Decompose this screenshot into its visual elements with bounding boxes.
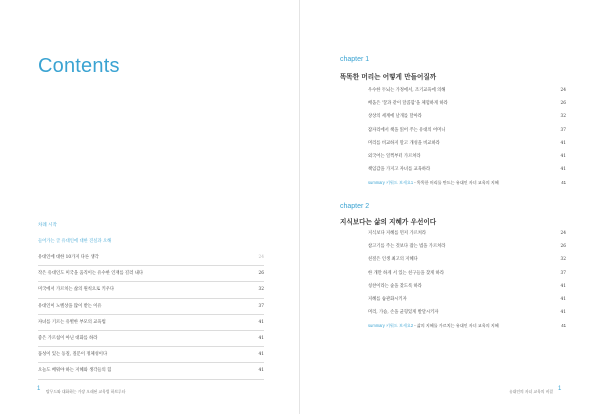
toc-entry[interactable] — [368, 150, 566, 163]
toc-entry-text: 품성이 있는 동질, 질문이 정체성이다 — [38, 352, 108, 358]
toc-entry-text: 잠자리에서 책을 읽어 주는 유대의 어머니 — [368, 127, 446, 133]
toc-entry-page: 32 — [560, 257, 566, 263]
toc-entry[interactable] — [368, 280, 566, 293]
chapter-1-toc-list — [368, 84, 566, 190]
toc-entry[interactable] — [368, 293, 566, 306]
toc-entry-page: 41 — [561, 180, 566, 186]
toc-entry[interactable] — [38, 363, 264, 379]
chapter-2-label: chapter 2 — [340, 203, 370, 210]
summary-text: - 삶의 지혜를 가르치는 유대인 자녀 교육의 지혜 — [413, 323, 499, 329]
toc-entry-page: 26 — [560, 101, 566, 107]
toc-entry[interactable] — [368, 240, 566, 253]
toc-entry-page: 41 — [560, 296, 566, 302]
right-page — [300, 0, 600, 414]
chapter-1-label: chapter 1 — [340, 56, 370, 63]
toc-entry-text: 유대인에 대한 10가지 다른 생각 — [38, 255, 99, 260]
left-footer: 탈무드와 대화하는 가장 오래된 교육법 하브루타 — [46, 389, 126, 394]
toc-entry-text: 머리를 비교하지 말고 개성을 비교하라 — [368, 140, 440, 146]
left-folio: 1 — [37, 386, 41, 392]
toc-entry[interactable] — [368, 124, 566, 137]
toc-entry-page: 41 — [560, 283, 566, 289]
toc-entry-text: 우수한 두뇌는 가정에서, 조기교육에 의해 — [368, 88, 446, 93]
toc-entry-page: 41 — [561, 323, 566, 329]
toc-entry-text: 자녀를 기르는 유별한 부모의 교육법 — [38, 319, 106, 325]
toc-entry-page: 41 — [560, 140, 566, 146]
toc-entry[interactable] — [38, 250, 264, 266]
toc-entry-page: 37 — [258, 303, 264, 309]
toc-entry-page: 41 — [560, 310, 566, 316]
left-page — [0, 0, 299, 414]
contents-title: Contents — [38, 55, 120, 77]
toc-entry[interactable] — [38, 282, 264, 298]
toc-entry-page: 37 — [560, 270, 566, 276]
toc-entry-page: 32 — [560, 114, 566, 120]
toc-entry-page: 41 — [560, 153, 566, 159]
toc-entry[interactable] — [38, 331, 264, 347]
toc-entry-text: 좋은 가르침이 아닌 대화를 하라 — [38, 335, 98, 341]
toc-entry[interactable] — [368, 110, 566, 123]
summary-head: summary 키워드 보세요1 — [368, 180, 414, 186]
toc-entry[interactable] — [368, 137, 566, 150]
right-folio: 1 — [558, 386, 562, 392]
toc-entry[interactable] — [368, 267, 566, 280]
toc-entry[interactable] — [38, 315, 264, 331]
prologue-entry[interactable]: 들어가는 글 유대인에 대한 진실과 오해 — [38, 239, 112, 244]
toc-entry[interactable] — [38, 299, 264, 315]
toc-entry-page: 41 — [258, 319, 264, 325]
right-footer: 유대인의 자녀 교육의 비결 — [509, 389, 553, 394]
section-label: 차례 시작 — [38, 223, 57, 228]
toc-entry-text: 상상의 세계에 날개를 달아라 — [368, 114, 422, 120]
toc-entry-page: 37 — [560, 127, 566, 133]
left-toc-list — [38, 250, 264, 380]
toc-entry-text: 지혜를 습관화시키자 — [368, 296, 407, 302]
summary-entry[interactable] — [368, 176, 566, 189]
toc-entry-text: 오늘도 배워야 하는 지혜와 생각들의 힘 — [38, 368, 112, 374]
toc-entry-text: 책임감을 가지고 자녀를 교육하라 — [368, 167, 431, 173]
toc-entry-page: 26 — [560, 244, 566, 250]
chapter-2-toc-list — [368, 227, 566, 333]
toc-entry[interactable] — [368, 97, 566, 110]
toc-entry-text: 칭찬이라는 숲을 찾도록 하라 — [368, 283, 422, 289]
toc-entry-page: 24 — [258, 255, 264, 260]
toc-entry[interactable] — [38, 347, 264, 363]
toc-entry-page: 41 — [258, 335, 264, 341]
summary-text: - 똑똑한 머리를 만드는 유대인 자녀 교육의 지혜 — [413, 180, 499, 186]
summary-head: summary 키워드 보세요2 — [368, 323, 414, 329]
toc-entry-page: 24 — [560, 231, 566, 236]
toc-entry-text: 외국어는 일찍부터 가르쳐라 — [368, 153, 421, 159]
toc-entry[interactable] — [368, 84, 566, 97]
toc-entry[interactable] — [368, 253, 566, 266]
toc-entry-text: 머리, 가슴, 손을 균형있게 발달시키자 — [368, 310, 439, 316]
toc-entry-text: 미국에서 가르치는 삶의 원칙으로 키우다 — [38, 287, 115, 293]
toc-entry-page: 32 — [258, 287, 264, 293]
toc-entry-page: 26 — [258, 271, 264, 277]
toc-entry[interactable] — [368, 306, 566, 319]
toc-entry[interactable] — [368, 163, 566, 176]
toc-entry-text: 배움은 '꿀과 같이 달콤함'을 체험하게 하라 — [368, 101, 448, 107]
toc-entry-page: 41 — [560, 167, 566, 173]
chapter-2-title[interactable]: 지식보다는 삶의 지혜가 우선이다 — [340, 218, 437, 226]
toc-entry-page: 24 — [560, 88, 566, 93]
toc-entry[interactable] — [368, 227, 566, 240]
chapter-1-title[interactable]: 똑똑한 머리는 어떻게 만들어질까 — [340, 73, 437, 81]
toc-entry-text: 작은 유대인도 미국을 움직이는 유수한 인재를 길러 내다 — [38, 271, 144, 277]
toc-entry-page: 41 — [258, 368, 264, 374]
toc-entry-text: 한 개만 하게 서 있는 친구들을 찾게 하라 — [368, 270, 444, 276]
toc-entry-text: 친절은 인생 최고의 지혜다 — [368, 257, 418, 263]
toc-entry-page: 41 — [258, 352, 264, 358]
toc-entry-text: 지식보다 지혜를 먼저 가르쳐라 — [368, 231, 427, 236]
toc-entry-text: 유대인이 노벨상을 많이 받는 이유 — [38, 303, 102, 309]
toc-entry[interactable] — [38, 266, 264, 282]
toc-entry-text: 참고기를 주는 것보다 잡는 법을 가르쳐라 — [368, 244, 446, 250]
summary-entry[interactable] — [368, 319, 566, 332]
